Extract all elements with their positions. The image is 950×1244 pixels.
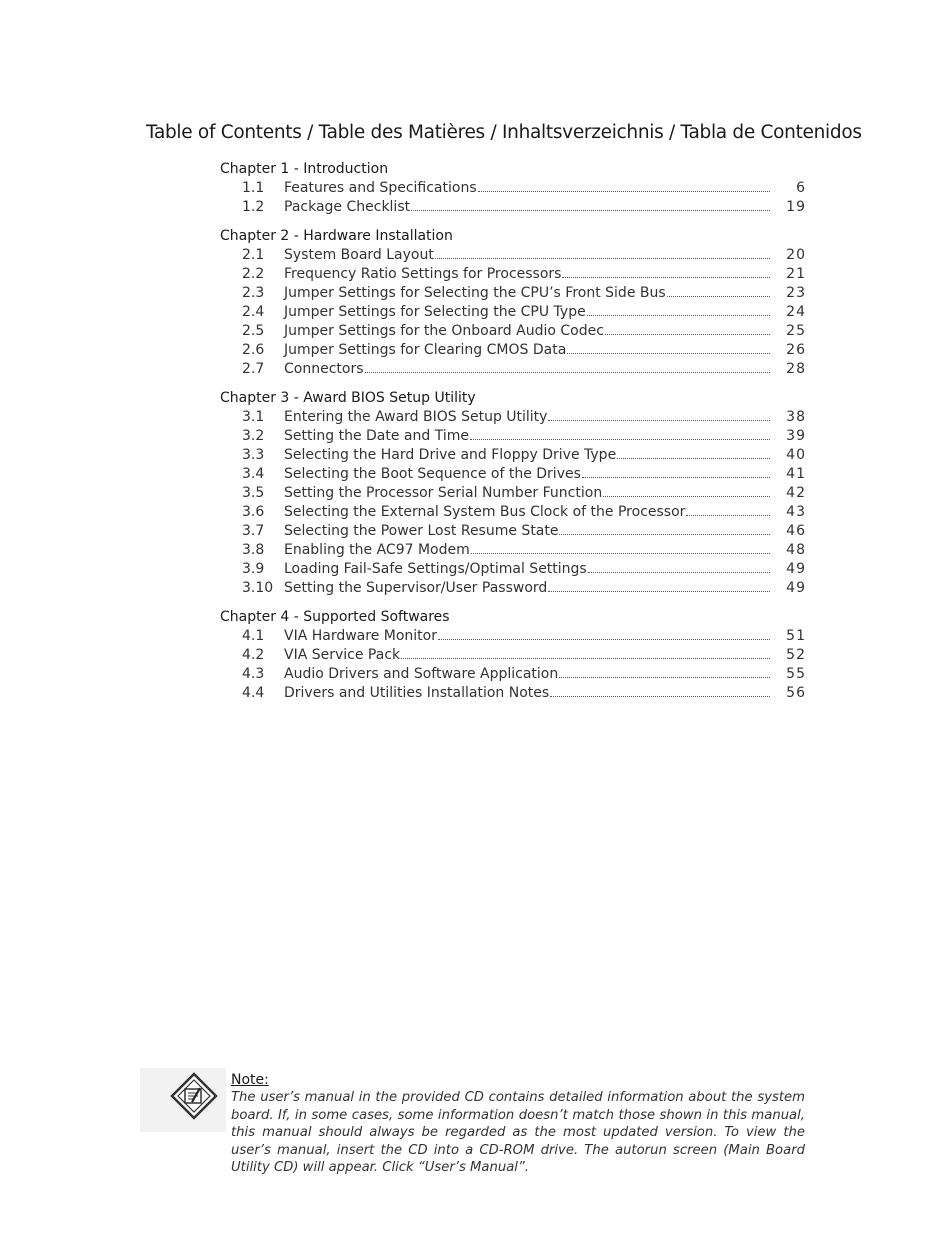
- entry-title: Package Checklist: [284, 199, 411, 215]
- entry-title: VIA Hardware Monitor: [284, 628, 437, 644]
- note-pen-icon: [140, 1068, 226, 1132]
- entry-title: Jumper Settings for Selecting the CPU’s Front Side Bus: [284, 285, 666, 301]
- dot-leader: [588, 572, 770, 573]
- entry-page: 6: [796, 180, 806, 196]
- toc-entry[interactable]: [220, 303, 806, 322]
- entry-title: Selecting the Boot Sequence of the Drives: [284, 466, 581, 482]
- toc-entry[interactable]: [220, 284, 806, 303]
- dot-leader: [559, 677, 770, 678]
- entry-number: 3.7: [242, 523, 265, 539]
- dot-leader: [438, 639, 770, 640]
- entry-number: 2.1: [242, 247, 265, 263]
- entry-title: Drivers and Utilities Installation Notes: [284, 685, 550, 701]
- entry-number: 2.2: [242, 266, 265, 282]
- toc-entry[interactable]: [220, 341, 806, 360]
- toc-entry[interactable]: [220, 503, 806, 522]
- entry-number: 4.3: [242, 666, 265, 682]
- entry-title: Entering the Award BIOS Setup Utility: [284, 409, 548, 425]
- toc-entry[interactable]: [220, 646, 806, 665]
- chapter-title: Chapter 1 - Introduction: [220, 161, 389, 177]
- entry-number: 3.9: [242, 561, 265, 577]
- entry-title: Setting the Processor Serial Number Function: [284, 485, 603, 501]
- dot-leader: [587, 315, 770, 316]
- toc-entry[interactable]: [220, 360, 806, 379]
- dot-leader: [548, 420, 770, 421]
- toc-entry[interactable]: [220, 446, 806, 465]
- entry-number: 1.2: [242, 199, 265, 215]
- entry-title: Jumper Settings for the Onboard Audio Codec: [284, 323, 604, 339]
- entry-title: System Board Layout: [284, 247, 434, 263]
- entry-page: 25: [786, 323, 806, 339]
- entry-number: 3.4: [242, 466, 265, 482]
- entry-page: 48: [786, 542, 806, 558]
- entry-number: 1.1: [242, 180, 265, 196]
- entry-number: 4.4: [242, 685, 265, 701]
- entry-number: 2.3: [242, 285, 265, 301]
- dot-leader: [559, 534, 770, 535]
- entry-page: 20: [786, 247, 806, 263]
- entry-page: 23: [786, 285, 806, 301]
- toc-entry[interactable]: [220, 560, 806, 579]
- dot-leader: [605, 334, 770, 335]
- entry-title: VIA Service Pack: [284, 647, 401, 663]
- chapter-title: Chapter 2 - Hardware Installation: [220, 228, 453, 244]
- entry-number: 4.1: [242, 628, 265, 644]
- toc-entry[interactable]: [220, 465, 806, 484]
- toc-entry[interactable]: [220, 522, 806, 541]
- entry-title: Selecting the Hard Drive and Floppy Drive Type: [284, 447, 617, 463]
- dot-leader: [567, 353, 770, 354]
- dot-leader: [401, 658, 770, 659]
- chapter-1: [220, 160, 806, 217]
- entry-number: 2.7: [242, 361, 265, 377]
- entry-page: 24: [786, 304, 806, 320]
- entry-number: 2.5: [242, 323, 265, 339]
- entry-page: 19: [786, 199, 806, 215]
- toc-entry[interactable]: [220, 665, 806, 684]
- dot-leader: [470, 439, 770, 440]
- chapter-4: [220, 608, 806, 703]
- entry-page: 40: [786, 447, 806, 463]
- entry-page: 39: [786, 428, 806, 444]
- dot-leader: [603, 496, 770, 497]
- entry-page: 42: [786, 485, 806, 501]
- entry-number: 3.10: [242, 580, 274, 596]
- entry-title: Selecting the External System Bus Clock of the Processor: [284, 504, 686, 520]
- dot-leader: [435, 258, 770, 259]
- toc-entry[interactable]: [220, 179, 806, 198]
- chapter-2: [220, 227, 806, 379]
- entry-title: Connectors: [284, 361, 364, 377]
- toc-entry[interactable]: [220, 322, 806, 341]
- table-of-contents: [220, 160, 806, 713]
- entry-page: 38: [786, 409, 806, 425]
- dot-leader: [548, 591, 770, 592]
- entry-title: Setting the Supervisor/User Password: [284, 580, 548, 596]
- entry-page: 21: [786, 266, 806, 282]
- entry-title: Jumper Settings for Clearing CMOS Data: [284, 342, 567, 358]
- entry-number: 2.4: [242, 304, 265, 320]
- entry-page: 52: [786, 647, 806, 663]
- chapter-title: Chapter 3 - Award BIOS Setup Utility: [220, 390, 476, 406]
- entry-title: Enabling the AC97 Modem: [284, 542, 470, 558]
- toc-entry[interactable]: [220, 627, 806, 646]
- toc-entry[interactable]: [220, 579, 806, 598]
- entry-page: 46: [786, 523, 806, 539]
- dot-leader: [667, 296, 770, 297]
- page-title: Table of Contents / Table des Matières / Inhaltsverzeichnis / Tabla de Contenidos: [146, 122, 862, 143]
- entry-number: 3.8: [242, 542, 265, 558]
- entry-page: 56: [786, 685, 806, 701]
- toc-entry[interactable]: [220, 427, 806, 446]
- entry-page: 26: [786, 342, 806, 358]
- entry-title: Frequency Ratio Settings for Processors: [284, 266, 562, 282]
- dot-leader: [582, 477, 770, 478]
- entry-page: 49: [786, 580, 806, 596]
- entry-page: 51: [786, 628, 806, 644]
- entry-number: 3.2: [242, 428, 265, 444]
- entry-page: 43: [786, 504, 806, 520]
- entry-number: 4.2: [242, 647, 265, 663]
- entry-title: Loading Fail-Safe Settings/Optimal Settings: [284, 561, 587, 577]
- chapter-title: Chapter 4 - Supported Softwares: [220, 609, 450, 625]
- note-heading: Note:: [231, 1072, 269, 1088]
- entry-number: 3.5: [242, 485, 265, 501]
- entry-page: 55: [786, 666, 806, 682]
- entry-page: 41: [786, 466, 806, 482]
- dot-leader: [686, 515, 770, 516]
- toc-entry[interactable]: [220, 265, 806, 284]
- toc-entry[interactable]: [220, 198, 806, 217]
- entry-number: 3.6: [242, 504, 265, 520]
- entry-page: 28: [786, 361, 806, 377]
- toc-entry[interactable]: [220, 541, 806, 560]
- entry-title: Jumper Settings for Selecting the CPU Type: [284, 304, 586, 320]
- toc-entry[interactable]: [220, 246, 806, 265]
- dot-leader: [411, 210, 770, 211]
- entry-number: 3.1: [242, 409, 265, 425]
- toc-entry[interactable]: [220, 684, 806, 703]
- toc-entry[interactable]: [220, 484, 806, 503]
- note-body: The user’s manual in the provided CD contains detailed information about the system board. If, in some cases, some information doesn’t match those shown in this manual, this manual should always be regarded as the most updated version. To view the user’s manual, insert the CD into a CD-ROM drive. The autorun screen (Main Board Utility CD) will appear. Click “User’s Manual”.: [231, 1090, 805, 1175]
- entry-title: Selecting the Power Lost Resume State: [284, 523, 559, 539]
- entry-title: Audio Drivers and Software Application: [284, 666, 559, 682]
- entry-number: 2.6: [242, 342, 265, 358]
- dot-leader: [617, 458, 770, 459]
- dot-leader: [562, 277, 770, 278]
- dot-leader: [550, 696, 770, 697]
- entry-title: Setting the Date and Time: [284, 428, 469, 444]
- chapter-3: [220, 389, 806, 598]
- entry-page: 49: [786, 561, 806, 577]
- dot-leader: [471, 553, 770, 554]
- entry-number: 3.3: [242, 447, 265, 463]
- dot-leader: [478, 191, 770, 192]
- toc-entry[interactable]: [220, 408, 806, 427]
- dot-leader: [365, 372, 770, 373]
- entry-title: Features and Specifications: [284, 180, 477, 196]
